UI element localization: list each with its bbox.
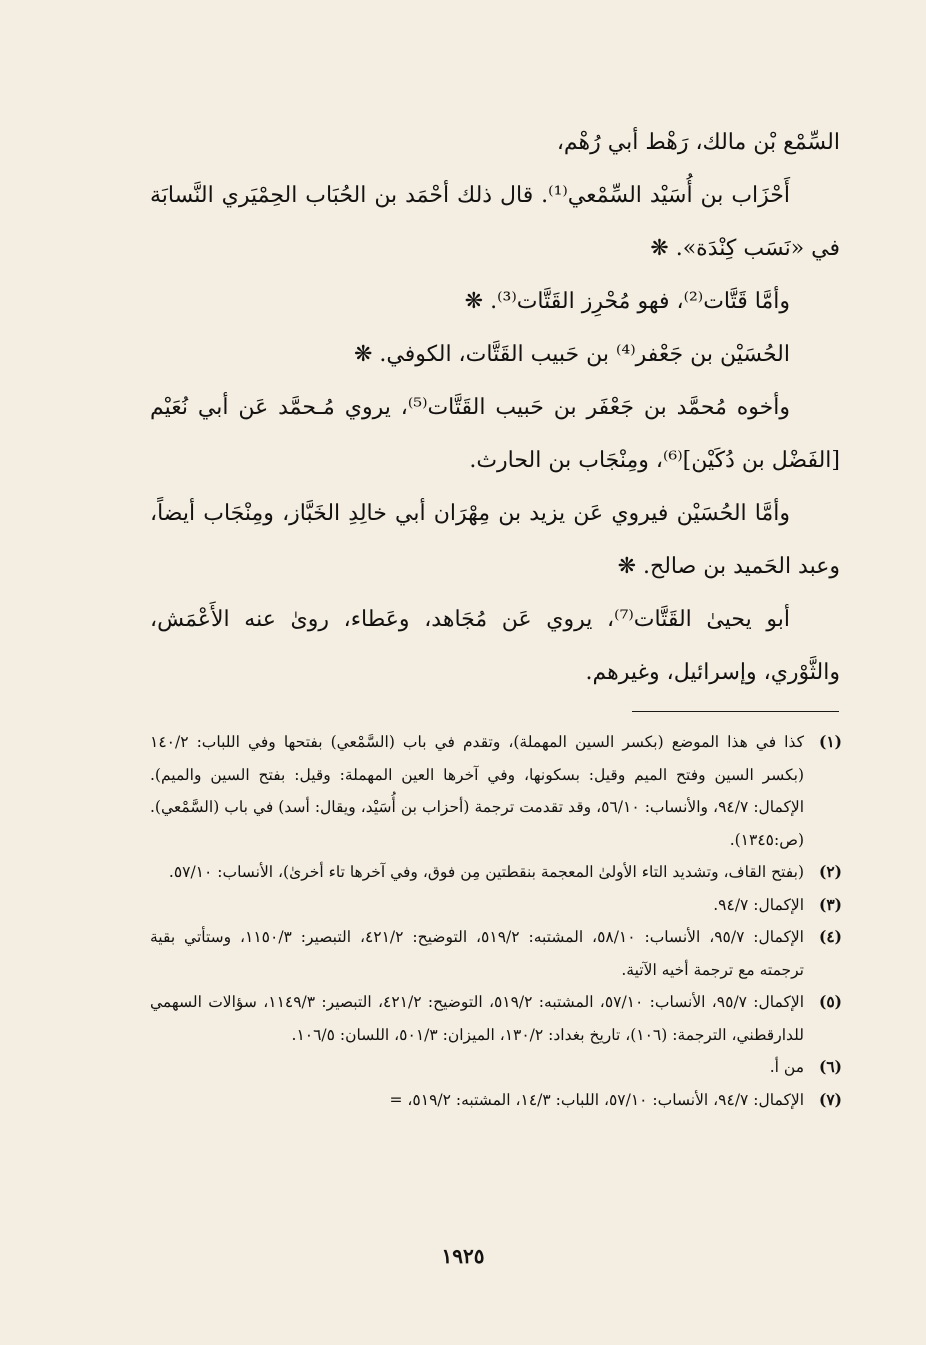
paragraph: الحُسَيْن بن جَعْفر⁽⁴⁾ بن حَبيب القَتَّات، الكوفي. ❋ <box>353 342 790 367</box>
footnote-text: كذا في هذا الموضع (بكسر السين المهملة)، وتقدم في باب (السَّمْعي) بفتحها وفي اللباب: ١٤٠/٢ (بكسر السين وفتح الميم وقيل: بسكونها، وفي آخرها العين المهملة: وقيل: بفتح السين والميم). الإكمال: ٩٤/٧، والأنساب: ٥٦/١٠، وقد تقدمت ترجمة (أحزاب بن أُسَيْد، ويقال: أسد) في باب (السَّمْعي).(ص:١٣٤٥). <box>150 733 805 849</box>
footnote-number: (٧) <box>818 1089 842 1109</box>
paragraph: وأمَّا قَتَّات⁽²⁾، فهو مُحْرِز القَتَّات⁽³⁾. ❋ <box>464 289 790 314</box>
footnote-number: (٥) <box>818 992 842 1011</box>
footnote-text: الإكمال: ٩٥/٧، الأنساب: ٥٧/١٠، المشتبه: ٥١٩/٢، التوضيح: ٤٢١/٢، التبصير: ١١٤٩/٣، سؤالات السهمي للدارقطني، الترجمة: (١٠٦)، تاريخ بغداد: ١٣٠/٢، الميزان: ٥٠١/٣، اللسان: ١٠٦/٥. <box>150 993 805 1044</box>
paragraph: أَحْزَاب بن أُسَيْد السِّمْعي⁽¹⁾. قال ذلك أحْمَد بن الحُبَاب الحِمْيَري النَّسابَة في «نَسَب كِنْدَة». ❋ <box>150 183 840 261</box>
footnote <box>150 921 842 986</box>
footnote-number: (١) <box>818 732 842 751</box>
main-text <box>150 116 840 699</box>
footnote-separator <box>632 711 839 712</box>
footnotes <box>150 726 842 1116</box>
footnote-number: (٤) <box>818 927 842 946</box>
footnote <box>150 986 842 1051</box>
footnote-text: الإكمال: ٩٤/٧، الأنساب: ٥٧/١٠، اللباب: ١٤/٣، المشتبه: ٥١٩/٢، = <box>389 1090 804 1109</box>
page-number: ١٩٢٥ <box>441 1244 485 1268</box>
paragraph: وأمَّا الحُسَيْن فيروي عَن يزيد بن مِهْرَان أبي خالِدِ الخَبَّاز، ومِنْجَاب أيضاً، وعبد الحَميد بن صالح. ❋ <box>150 501 840 579</box>
footnote <box>150 856 842 889</box>
paragraph: أبو يحيىٰ القَتَّات⁽⁷⁾، يروي عَن مُجَاهد، وعَطاء، روىٰ عنه الأَعْمَش، والثَّوْري، وإسرائيل، وغيرهم. <box>150 607 840 685</box>
footnote-number: (٦) <box>818 1057 842 1076</box>
footnote <box>150 889 842 922</box>
footnote-text: من أ. <box>769 1058 804 1076</box>
footnote-text: (بفتح القاف، وتشديد التاء الأولىٰ المعجمة بنقطتين مِن فوق، وفي آخرها تاء أخرىٰ)، الأنساب: ٥٧/١٠. <box>168 863 804 881</box>
footnote-number: (٣) <box>818 894 842 914</box>
footnote-number: (٢) <box>818 862 842 881</box>
paragraph: وأخوه مُحمَّد بن جَعْفَر بن حَبيب القَتَّات⁽⁵⁾، يروي مُـحمَّد عَن أبي نُعَيْم [الفَضْل بن دُكَيْن]⁽⁶⁾، ومِنْجَاب بن الحارث. <box>150 395 840 473</box>
paragraph: السِّمْع بْن مالك، رَهْط أبي رُهْم، <box>556 130 840 155</box>
footnote-text: الإكمال: ٩٥/٧، الأنساب: ٥٨/١٠، المشتبه: ٥١٩/٢، التوضيح: ٤٢١/٢، التبصير: ١١٥٠/٣، وستأتي بقية ترجمته مع ترجمة أخيه الآتية. <box>150 928 804 979</box>
footnote <box>150 1084 842 1117</box>
footnote <box>150 726 842 856</box>
footnote <box>150 1051 842 1084</box>
footnote-text: الإكمال: ٩٤/٧. <box>713 895 804 914</box>
